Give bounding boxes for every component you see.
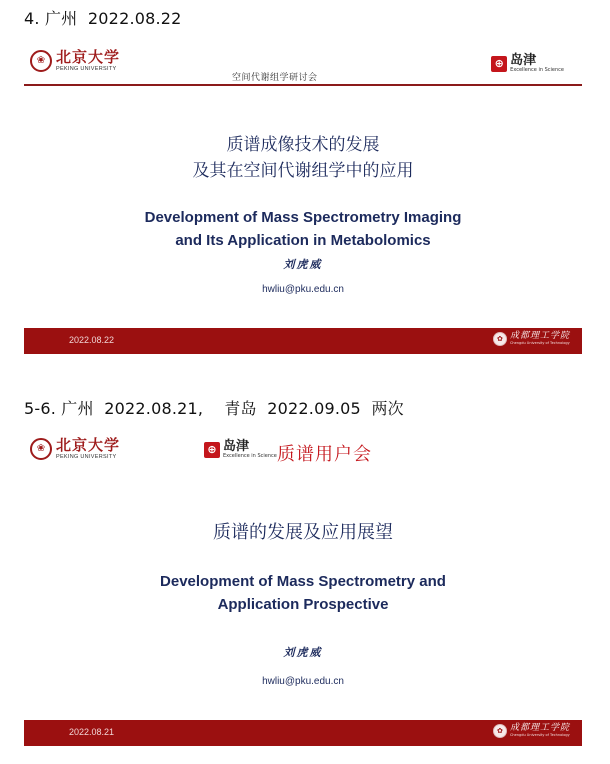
slide2-author: 刘虎威 bbox=[283, 646, 323, 659]
pku-name-en: PEKING UNIVERSITY bbox=[56, 454, 117, 460]
slide1-title-en-line2: and Its Application in Metabolomics bbox=[175, 232, 431, 249]
school-logo bbox=[493, 332, 570, 346]
meeting-title: 质谱用户会 bbox=[277, 444, 372, 465]
slide1-author: 刘虎威 bbox=[283, 258, 323, 271]
slide2-title-en-line2: Application Prospective bbox=[217, 596, 389, 613]
pku-logo bbox=[30, 438, 120, 461]
slide2-title-en-line1: Development of Mass Spectrometry and bbox=[160, 573, 446, 590]
caption-second: 5-6. 广州 2022.08.21, 青岛 2022.09.05 两次 bbox=[24, 399, 404, 418]
pku-seal-icon: ❀ bbox=[30, 438, 52, 460]
slide2-footer-date: 2022.08.21 bbox=[69, 727, 115, 737]
slide2-footer bbox=[24, 720, 582, 746]
pku-name-cn: 北京大学 bbox=[56, 436, 121, 454]
slide1-email: hwliu@pku.edu.cn bbox=[262, 284, 344, 295]
pku-logo bbox=[30, 50, 120, 73]
shimadzu-tagline: Excellence in Science bbox=[223, 453, 277, 459]
slide1-footer-date: 2022.08.22 bbox=[69, 335, 115, 345]
pku-name-en: PEKING UNIVERSITY bbox=[56, 66, 117, 72]
shimadzu-mark-icon: ⊕ bbox=[491, 56, 507, 72]
workshop-title: 空间代谢组学研讨会 bbox=[232, 73, 318, 83]
school-name-cn: 成都理工学院 bbox=[509, 331, 570, 342]
header-divider bbox=[24, 84, 582, 86]
school-seal-icon: ✿ bbox=[493, 724, 507, 738]
caption-first: 4. 广州 2022.08.22 bbox=[24, 9, 182, 28]
school-name-en: Chengdu University of Technology bbox=[509, 733, 570, 738]
slide2-title-cn: 质谱的发展及应用展望 bbox=[213, 522, 393, 543]
school-logo bbox=[493, 724, 570, 738]
school-name-en: Chengdu University of Technology bbox=[509, 341, 570, 346]
shimadzu-logo bbox=[204, 440, 277, 459]
school-seal-icon: ✿ bbox=[493, 332, 507, 346]
shimadzu-name-cn: 岛津 bbox=[223, 439, 250, 454]
slide1-title-en-line1: Development of Mass Spectrometry Imaging bbox=[144, 209, 462, 226]
slide1-footer bbox=[24, 328, 582, 354]
school-name-cn: 成都理工学院 bbox=[509, 723, 570, 734]
slide2-email: hwliu@pku.edu.cn bbox=[262, 676, 344, 687]
pku-seal-icon: ❀ bbox=[30, 50, 52, 72]
shimadzu-mark-icon: ⊕ bbox=[204, 442, 220, 458]
shimadzu-tagline: Excellence in Science bbox=[510, 67, 564, 73]
slide-1 bbox=[24, 44, 582, 354]
slide1-title-cn-line1: 质谱成像技术的发展 bbox=[226, 135, 380, 155]
shimadzu-logo bbox=[491, 54, 564, 73]
slide-2 bbox=[24, 432, 582, 748]
pku-name-cn: 北京大学 bbox=[56, 48, 121, 66]
shimadzu-name-cn: 岛津 bbox=[510, 53, 537, 68]
slide1-title-cn-line2: 及其在空间代谢组学中的应用 bbox=[192, 161, 414, 181]
